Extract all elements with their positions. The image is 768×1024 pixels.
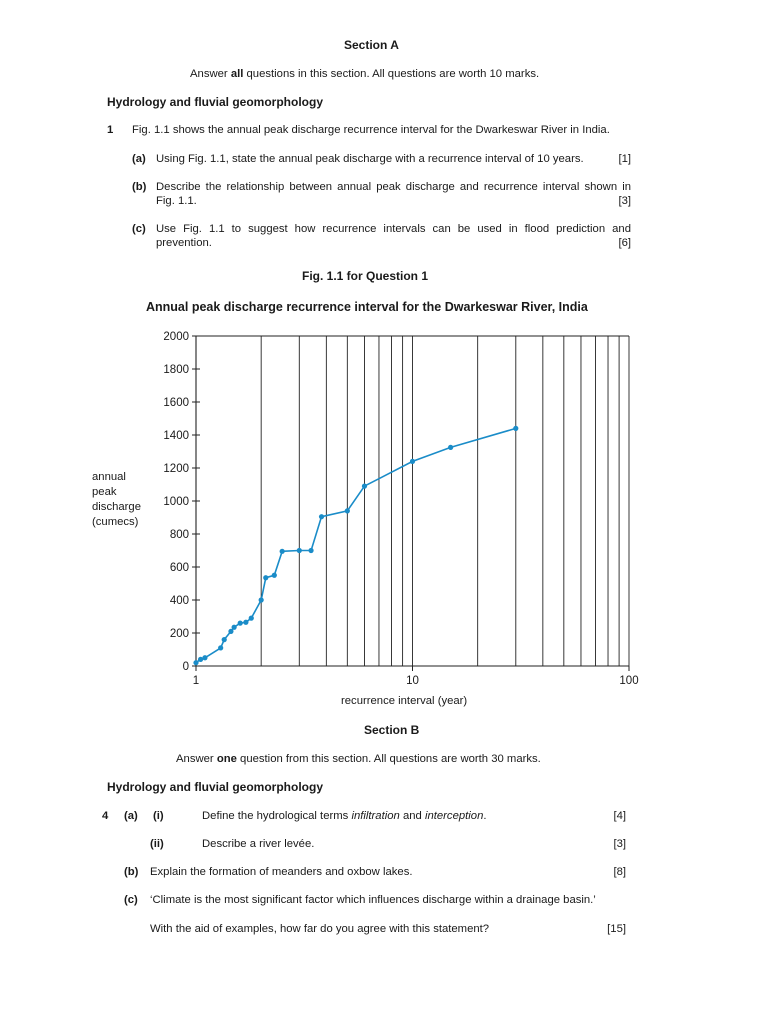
chart-series-line [196, 428, 516, 662]
question-4b-label: (b) [124, 866, 139, 878]
question-1b-line2: Fig. 1.1. [156, 195, 197, 207]
question-4a-label: (a) [124, 810, 138, 822]
question-4aii-text: Describe a river levée. [202, 838, 315, 850]
chart-x-tick-label: 1 [192, 675, 200, 687]
chart-data-point [263, 575, 268, 580]
chart-ylabel-line: annual [92, 471, 126, 483]
chart-data-point [308, 548, 313, 553]
section-b-topic-heading: Hydrology and fluvial geomorphology [107, 780, 324, 794]
chart-data-point [297, 548, 302, 553]
chart-title: Annual peak discharge recurrence interval for the Dwarkeswar River, India [146, 300, 588, 314]
chart-xlabel: recurrence interval (year) [341, 695, 468, 707]
section-b-instructions: Answer one question from this section. All questions are worth 30 marks. [176, 753, 541, 765]
chart-y-tick-label: 2000 [163, 331, 189, 343]
chart-y-tick-label: 1400 [163, 430, 189, 442]
chart-data-point [232, 625, 237, 630]
section-a-instructions: Answer all questions in this section. All questions are worth 10 marks. [190, 68, 540, 80]
chart-x-tick-label: 10 [406, 675, 419, 687]
chart-data-point [448, 445, 453, 450]
chart-data-point [272, 573, 277, 578]
section-a-title: Section A [344, 38, 399, 52]
chart-x-tick-label: 100 [619, 675, 639, 687]
chart-data-point [222, 637, 227, 642]
chart-ylabel-line: (cumecs) [92, 516, 139, 528]
question-1c-marks: [6] [618, 237, 631, 249]
question-4b-marks: [8] [613, 866, 626, 878]
question-1c-line1: Use Fig. 1.1 to suggest how recurrence intervals can be used in flood prediction and [156, 223, 631, 235]
chart-y-tick-label: 800 [169, 529, 189, 541]
chart-ylabel [92, 470, 141, 530]
chart-data-point [202, 655, 207, 660]
question-1c-line2: prevention. [156, 237, 212, 249]
question-1b-line1: Describe the relationship between annual peak discharge and recurrence interval shown in [156, 181, 631, 193]
chart-data-point [243, 620, 248, 625]
chart-y-tick-label: 0 [182, 661, 189, 673]
question-4c-prompt: With the aid of examples, how far do you agree with this statement? [150, 923, 490, 935]
chart-ylabel-line: peak [92, 486, 117, 498]
figure-label: Fig. 1.1 for Question 1 [302, 269, 429, 283]
chart-y-tick-label: 400 [169, 595, 189, 607]
chart-data-point [410, 459, 415, 464]
question-4ai-label: (i) [153, 810, 164, 822]
question-1a-marks: [1] [618, 153, 631, 165]
chart-data-point [345, 508, 350, 513]
chart-ylabel-line: discharge [92, 501, 141, 513]
question-1c-label: (c) [132, 223, 146, 235]
question-1a-text: Using Fig. 1.1, state the annual peak discharge with a recurrence interval of 10 years. [156, 153, 584, 165]
chart-data-point [259, 597, 264, 602]
instructions-emphasis: one [216, 753, 237, 765]
question-1-number: 1 [107, 124, 114, 136]
question-4aii-label: (ii) [150, 838, 164, 850]
chart-y-tick-label: 1600 [163, 397, 189, 409]
question-4b-text: Explain the formation of meanders and oxbow lakes. [150, 866, 413, 878]
question-4aii-marks: [3] [613, 838, 626, 850]
question-1-stem: Fig. 1.1 shows the annual peak discharge recurrence interval for the Dwarkeswar River in India. [132, 124, 610, 136]
section-a-topic-heading: Hydrology and fluvial geomorphology [107, 95, 324, 109]
chart-data-point [228, 629, 233, 634]
question-4ai-marks: [4] [613, 810, 626, 822]
chart-y-tick-label: 200 [169, 628, 189, 640]
chart-data-point [280, 549, 285, 554]
question-4c-marks: [15] [607, 923, 626, 935]
question-4-number: 4 [102, 810, 109, 822]
chart-y-tick-label: 600 [169, 562, 189, 574]
chart-data-point [319, 514, 324, 519]
discharge-chart [150, 325, 650, 690]
question-4c-label: (c) [124, 894, 138, 906]
chart-data-point [362, 484, 367, 489]
chart-y-tick-label: 1000 [163, 496, 189, 508]
question-4c-text: ‘Climate is the most significant factor which influences discharge within a drainage basin.’ [150, 894, 596, 906]
chart-data-point [513, 426, 518, 431]
chart-data-point [249, 616, 254, 621]
question-4ai-text: Define the hydrological terms infiltration and interception. [202, 810, 487, 822]
chart-data-point [218, 645, 223, 650]
chart-data-point [238, 621, 243, 626]
chart-y-tick-label: 1800 [163, 364, 189, 376]
chart-data-point [193, 660, 198, 665]
instructions-emphasis: all [230, 68, 244, 80]
section-b-title: Section B [364, 723, 420, 737]
question-1b-label: (b) [132, 181, 147, 193]
question-1b-marks: [3] [618, 195, 631, 207]
chart-y-tick-label: 1200 [163, 463, 189, 475]
question-1a-label: (a) [132, 153, 146, 165]
